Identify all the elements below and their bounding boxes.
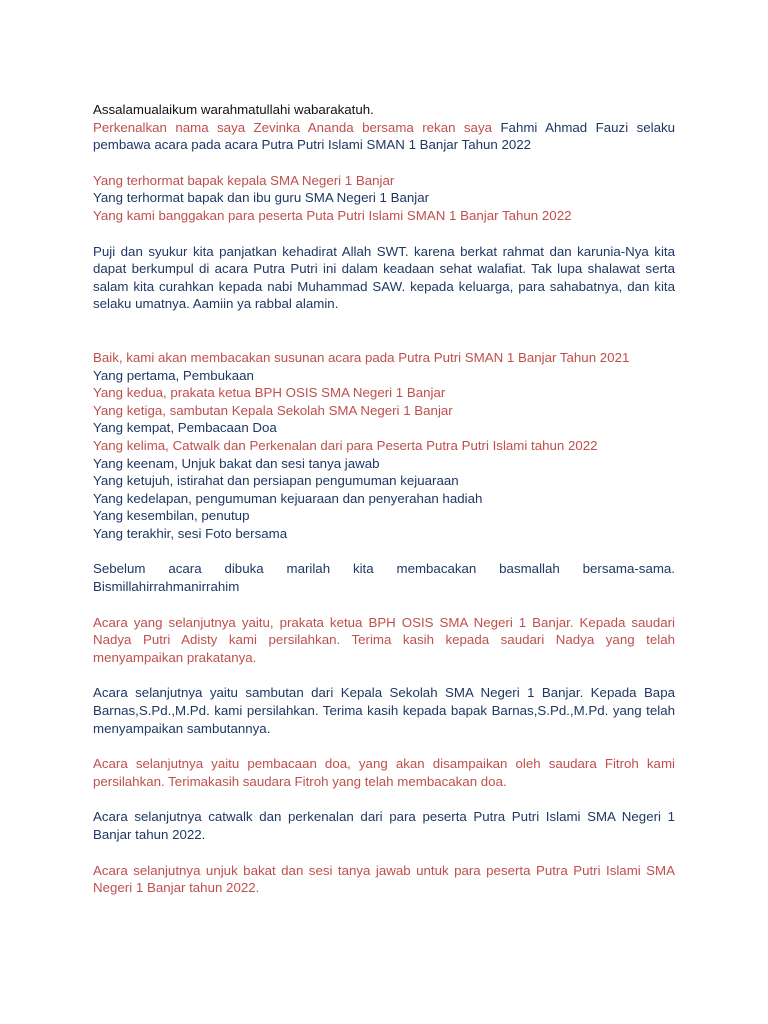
intro-part-red: Perkenalkan nama saya Zevinka Ananda bersama rekan saya <box>93 119 501 135</box>
unjuk-bakat-paragraph: Acara selanjutnya unjuk bakat dan sesi tanya jawab untuk para peserta Putra Putri Islami SMA Negeri 1 Banjar tahun 2022. <box>93 862 675 896</box>
agenda-item: Yang pertama, Pembukaan <box>93 367 254 383</box>
honor-line: Yang kami banggakan para peserta Puta Putri Islami SMAN 1 Banjar Tahun 2022 <box>93 207 572 223</box>
sambutan-paragraph: Acara selanjutnya yaitu sambutan dari Kepala Sekolah SMA Negeri 1 Banjar. Kepada Bapa Barnas,S.Pd.,M.Pd. kami persilahkan. Terima kasih kepada bapak Barnas,S.Pd.,M.Pd. yang telah menyampaikan sambutannya. <box>93 685 675 736</box>
agenda-item: Yang ketujuh, istirahat dan persiapan pengumuman kejuaraan <box>93 473 459 489</box>
intro-part-blue: Fahmi Ahmad Fauzi selaku pembawa acara pada acara Putra Putri Islami SMAN 1 Banjar Tahun 2022 <box>93 119 676 153</box>
catwalk-paragraph: Acara selanjutnya catwalk dan perkenalan dari para peserta Putra Putri Islami SMA Negeri 1 Banjar tahun 2022. <box>93 809 675 842</box>
intro-paragraph <box>93 119 675 154</box>
document-page <box>93 101 675 897</box>
agenda-item: Yang kedua, prakata ketua BPH OSIS SMA Negeri 1 Banjar <box>93 385 446 401</box>
basmallah-paragraph: Sebelum acara dibuka marilah kita membacakan basmallah bersama-sama. Bismillahirrahmanirrahim <box>93 561 675 595</box>
agenda-intro: Baik, kami akan membacakan susunan acara pada Putra Putri SMAN 1 Banjar Tahun 2021 <box>93 349 630 365</box>
agenda-item: Yang kedelapan, pengumuman kejuaraan dan penyerahan hadiah <box>93 490 483 506</box>
doa-paragraph: Acara selanjutnya yaitu pembacaan doa, yang akan disampaikan oleh saudara Fitroh kami persilahkan. Terimakasih saudara Fitroh yang telah membacakan doa. <box>93 756 675 789</box>
praise-paragraph: Puji dan syukur kita panjatkan kehadirat Allah SWT. karena berkat rahmat dan karunia-Nya kita dapat berkumpul di acara Putra Putri ini dalam keadaan sehat walafiat. Tak lupa shalawat serta salam kita curahkan kepada nabi Muhammad SAW. kepada keluarga, para sahabatnya, dan kita selaku umatnya. Aamiin ya rabbal alamin. <box>93 243 675 312</box>
agenda-item: Yang terakhir, sesi Foto bersama <box>93 525 288 541</box>
honor-line: Yang terhormat bapak kepala SMA Negeri 1 Banjar <box>93 172 395 188</box>
agenda-item: Yang kelima, Catwalk dan Perkenalan dari para Peserta Putra Putri Islami tahun 2022 <box>93 437 598 453</box>
agenda-item: Yang keenam, Unjuk bakat dan sesi tanya jawab <box>93 455 380 471</box>
prakata-paragraph: Acara yang selanjutnya yaitu, prakata ketua BPH OSIS SMA Negeri 1 Banjar. Kepada saudari Nadya Putri Adisty kami persilahkan. Terima kasih kepada saudari Nadya yang telah menyampaikan prakatanya. <box>93 614 675 665</box>
agenda-item: Yang kesembilan, penutup <box>93 508 250 524</box>
agenda-item: Yang ketiga, sambutan Kepala Sekolah SMA Negeri 1 Banjar <box>93 402 453 418</box>
honor-line: Yang terhormat bapak dan ibu guru SMA Negeri 1 Banjar <box>93 190 430 206</box>
greeting-line: Assalamualaikum warahmatullahi wabarakatuh. <box>93 102 374 117</box>
agenda-item: Yang kempat, Pembacaan Doa <box>93 420 277 436</box>
